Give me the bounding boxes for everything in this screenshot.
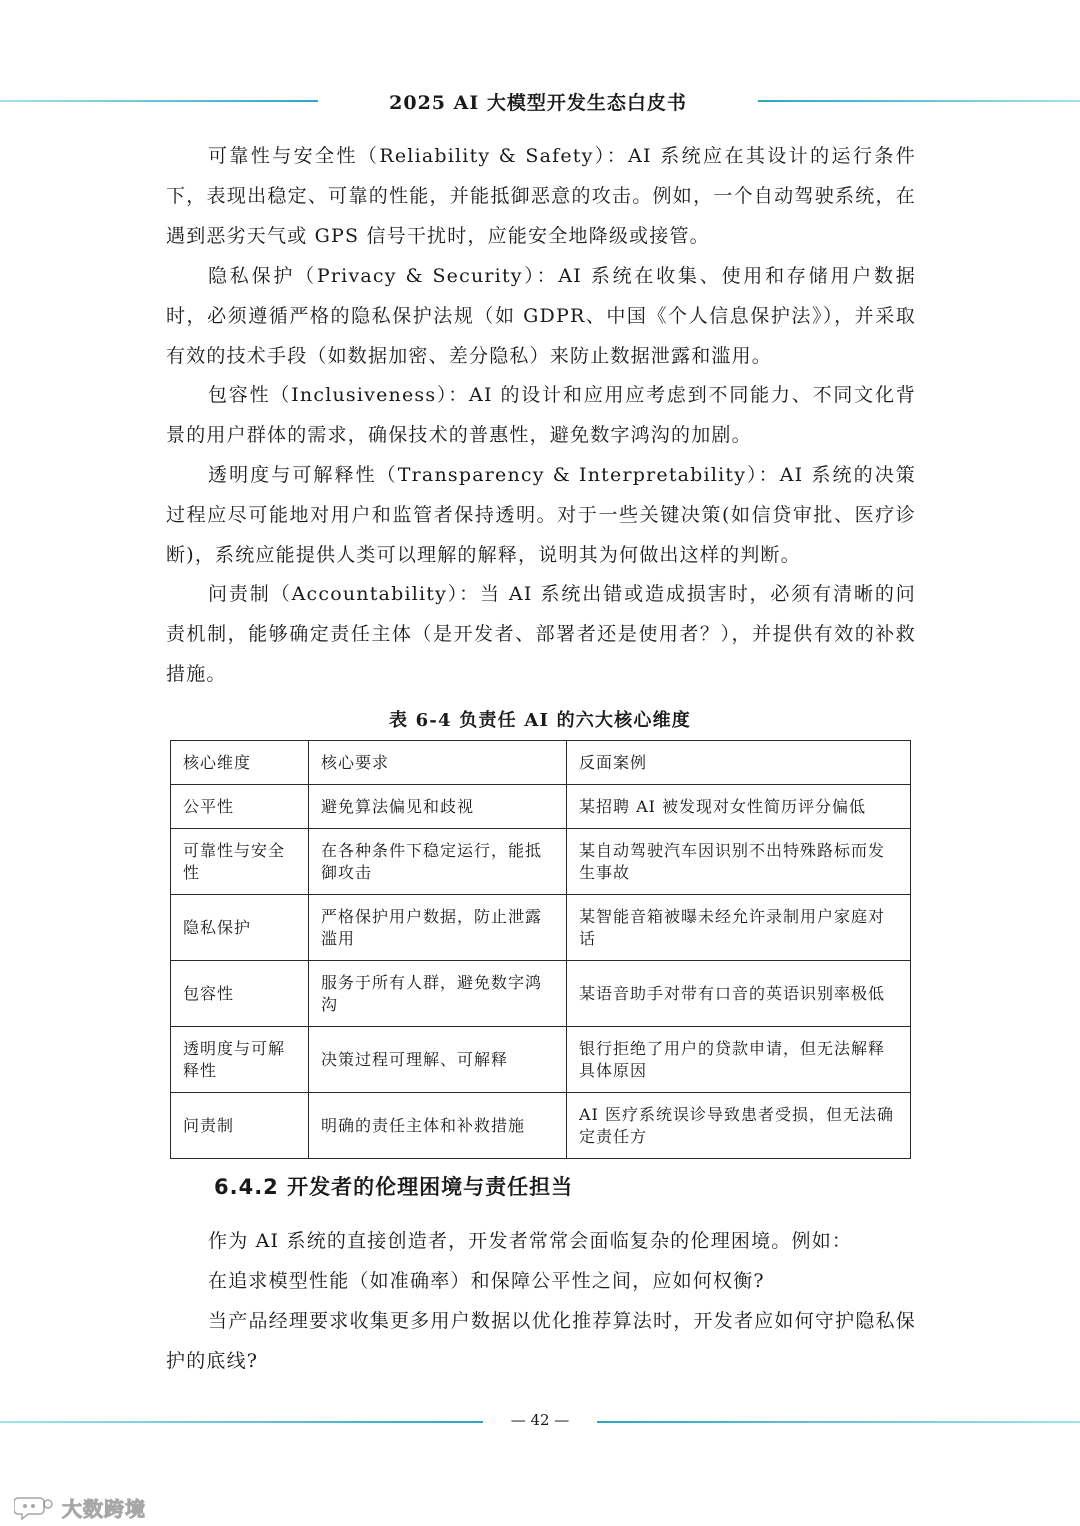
page-number: — 42 —	[510, 1411, 570, 1429]
table-cell-dimension: 问责制	[171, 1093, 309, 1159]
table-cell-counterexample: AI 医疗系统误诊导致患者受损，但无法确定责任方	[567, 1093, 911, 1159]
table-cell-counterexample: 某招聘 AI 被发现对女性简历评分偏低	[567, 785, 911, 829]
table-cell-counterexample: 某智能音箱被曝未经允许录制用户家庭对话	[567, 895, 911, 961]
table-cell-requirement: 决策过程可理解、可解释	[309, 1027, 567, 1093]
paragraph-accountability: 问责制（Accountability）：当 AI 系统出错或造成损害时，必须有清晰的问责机制，能够确定责任主体（是开发者、部署者还是使用者？），并提供有效的补救措施。	[166, 583, 916, 685]
table-cell-counterexample: 某自动驾驶汽车因识别不出特殊路标而发生事故	[567, 829, 911, 895]
table-row	[171, 961, 911, 1027]
table-row	[171, 785, 911, 829]
table-cell-requirement: 服务于所有人群，避免数字鸿沟	[309, 961, 567, 1027]
page-header-title: 2025 AI 大模型开发生态白皮书	[389, 92, 687, 114]
table-row	[171, 1027, 911, 1093]
table-cell-dimension: 隐私保护	[171, 895, 309, 961]
chat-bubble-icon	[14, 1494, 54, 1520]
table-cell-requirement: 明确的责任主体和补救措施	[309, 1093, 567, 1159]
table-row	[171, 829, 911, 895]
table-cell-requirement: 在各种条件下稳定运行，能抵御攻击	[309, 829, 567, 895]
header-divider-left	[0, 100, 318, 102]
footer-divider-left	[0, 1421, 483, 1423]
header-divider-right	[758, 100, 1080, 102]
table-cell-counterexample: 银行拒绝了用户的贷款申请，但无法解释具体原因	[567, 1027, 911, 1093]
section-paragraph: 当产品经理要求收集更多用户数据以优化推荐算法时，开发者应如何守护隐私保护的底线?	[166, 1310, 916, 1372]
paragraph-privacy: 隐私保护（Privacy & Security）：AI 系统在收集、使用和存储用户数据时，必须遵循严格的隐私保护法规（如 GDPR、中国《个人信息保护法》），并采取有效的技术手段（如数据加密、差分隐私）来防止数据泄露和滥用。	[166, 265, 916, 367]
table-cell-requirement: 严格保护用户数据，防止泄露滥用	[309, 895, 567, 961]
table-header-cell: 核心维度	[171, 741, 309, 785]
table-cell-dimension: 公平性	[171, 785, 309, 829]
table-row	[171, 1093, 911, 1159]
section-paragraph: 作为 AI 系统的直接创造者，开发者常常会面临复杂的伦理困境。例如：	[208, 1230, 853, 1252]
paragraph-inclusiveness: 包容性（Inclusiveness）：AI 的设计和应用应考虑到不同能力、不同文化背景的用户群体的需求，确保技术的普惠性，避免数字鸿沟的加剧。	[166, 384, 916, 446]
section-heading: 6.4.2 开发者的伦理困境与责任担当	[214, 1175, 574, 1199]
responsible-ai-dimensions-table	[170, 740, 911, 1159]
table-header-cell: 反面案例	[567, 741, 911, 785]
table-cell-dimension: 可靠性与安全性	[171, 829, 309, 895]
paragraph-reliability-safety: 可靠性与安全性（Reliability & Safety）：AI 系统应在其设计的运行条件下，表现出稳定、可靠的性能，并能抵御恶意的攻击。例如，一个自动驾驶系统，在遇到恶劣天气或 GPS 信号干扰时，应能安全地降级或接管。	[166, 145, 916, 247]
table-cell-dimension: 包容性	[171, 961, 309, 1027]
table-header-cell: 核心要求	[309, 741, 567, 785]
paragraph-transparency: 透明度与可解释性（Transparency & Interpretability）：AI 系统的决策过程应尽可能地对用户和监管者保持透明。对于一些关键决策(如信贷审批、医疗诊断)，系统应能提供人类可以理解的解释，说明其为何做出这样的判断。	[166, 464, 916, 566]
watermark	[14, 1490, 146, 1524]
table-cell-counterexample: 某语音助手对带有口音的英语识别率极低	[567, 961, 911, 1027]
table-cell-requirement: 避免算法偏见和歧视	[309, 785, 567, 829]
table-cell-dimension: 透明度与可解释性	[171, 1027, 309, 1093]
footer-divider-right	[597, 1421, 1080, 1423]
table-caption: 表 6-4 负责任 AI 的六大核心维度	[389, 710, 691, 731]
section-paragraph: 在追求模型性能（如准确率）和保障公平性之间，应如何权衡?	[208, 1270, 765, 1292]
table-header-row	[171, 741, 911, 785]
watermark-text: 大数跨境	[62, 1496, 146, 1521]
table-row	[171, 895, 911, 961]
